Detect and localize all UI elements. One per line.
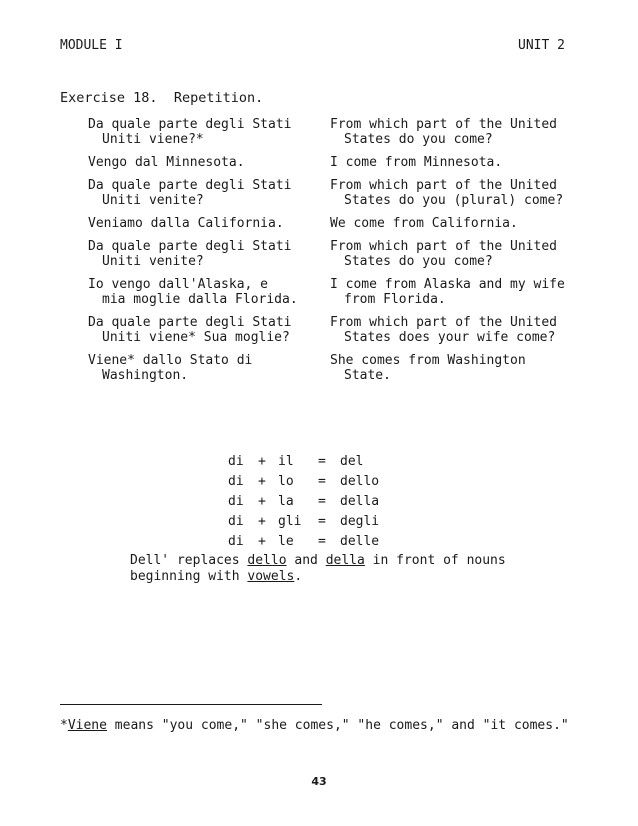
english-translation: I come from Minnesota. — [330, 155, 503, 170]
underlined-word: vowels — [247, 569, 295, 584]
sentence-pair — [88, 315, 588, 345]
english-translation: From which part of the United States do you (plural) come? — [330, 178, 564, 208]
exercise-name: Repetition. — [173, 90, 264, 106]
english-translation: We come from California. — [330, 216, 518, 231]
italian-sentence: Da quale parte degli Stati Uniti venite? — [88, 178, 292, 208]
italian-sentence: Da quale parte degli Stati Uniti viene?* — [88, 117, 292, 147]
italian-sentence: Da quale parte degli Stati Uniti venite? — [88, 239, 292, 269]
sentence-pair — [88, 155, 588, 170]
underlined-word: dello — [247, 553, 287, 568]
unit-header: UNIT 2 — [518, 38, 565, 53]
page-number: 43 — [311, 775, 327, 788]
module-header: MODULE I — [60, 38, 123, 53]
underlined-word: della — [325, 553, 365, 568]
footnote-term: Viene — [67, 718, 107, 733]
italian-sentence: Io vengo dall'Alaska, e mia moglie dalla Florida. — [88, 277, 298, 307]
english-translation: From which part of the United States does your wife come? — [330, 315, 557, 345]
english-translation: From which part of the United States do you come? — [330, 239, 557, 269]
footnote-divider — [60, 704, 322, 705]
sentence-pair — [88, 353, 588, 383]
sentence-pair — [88, 117, 588, 147]
italian-sentence: Veniamo dalla California. — [88, 216, 284, 231]
english-translation: I come from Alaska and my wife from Florida. — [330, 277, 565, 307]
sentence-pair — [88, 239, 588, 269]
italian-sentence: Vengo dal Minnesota. — [88, 155, 245, 170]
sentence-pair — [88, 216, 588, 231]
exercise-title — [60, 90, 263, 106]
sentence-pair — [88, 178, 588, 208]
repetition-pairs — [88, 117, 588, 391]
exercise-number: Exercise 18. — [60, 90, 158, 106]
footnote: *Viene means "you come," "she comes," "he comes," and "it comes." — [60, 718, 569, 733]
english-translation: From which part of the United States do you come? — [330, 117, 557, 147]
italian-sentence: Da quale parte degli Stati Uniti viene* Sua moglie? — [88, 315, 292, 345]
grammar-note: Dell' replaces dello and della in front of nouns beginning with vowels. — [130, 553, 506, 584]
sentence-pair — [88, 277, 588, 307]
english-translation: She comes from Washington State. — [330, 353, 526, 383]
italian-sentence: Viene* dallo Stato di Washington. — [88, 353, 253, 383]
